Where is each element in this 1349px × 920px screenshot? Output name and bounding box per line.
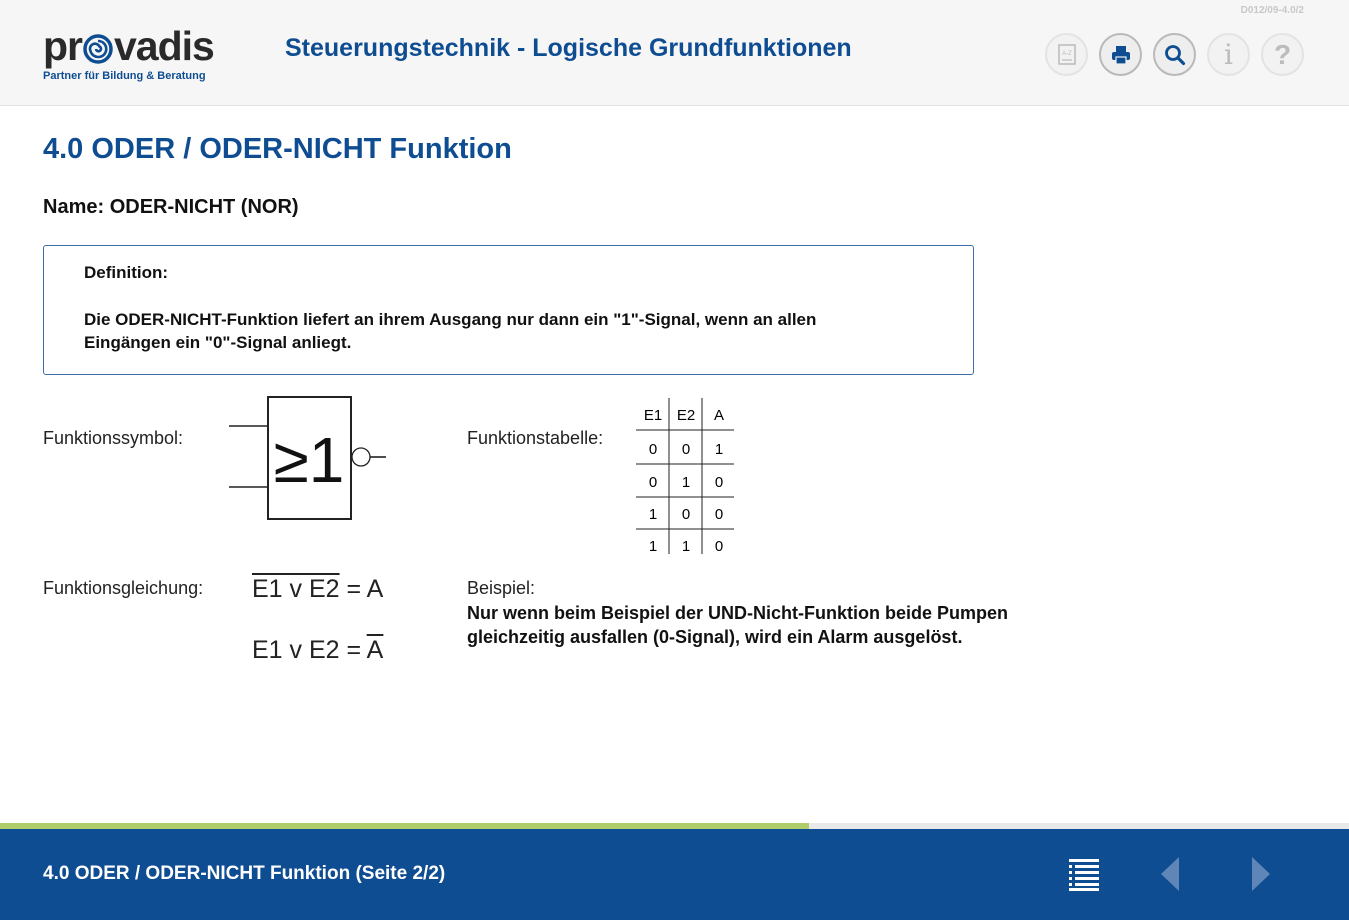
- function-name: Name: ODER-NICHT (NOR): [43, 196, 299, 218]
- truth-cell: 0: [648, 441, 658, 458]
- equation-2-negated-output: $\overline{A}$: [366, 636, 384, 664]
- document-id: D012/09-4.0/2: [1240, 5, 1304, 16]
- definition-heading: Definition:: [84, 263, 169, 282]
- help-button[interactable]: [1261, 33, 1304, 76]
- symbol-label: Funktionssymbol:: [43, 428, 184, 448]
- table-of-contents-button[interactable]: [1064, 854, 1104, 894]
- svg-text:A-Z: A-Z: [1061, 50, 1072, 57]
- equation-2-lhs: E1 v E2 =: [252, 636, 367, 664]
- az-glossary-icon: [1055, 43, 1079, 67]
- next-page-button[interactable]: [1241, 854, 1281, 894]
- print-button[interactable]: [1099, 33, 1142, 76]
- previous-page-button[interactable]: [1150, 854, 1190, 894]
- table-label: Funktionstabelle:: [467, 428, 604, 448]
- equation-1-negated-term: E1 v E2: [252, 575, 340, 603]
- logo-tagline: Partner für Bildung & Beratung: [43, 70, 206, 82]
- arrow-left-icon: [1159, 856, 1181, 892]
- truth-table: [636, 398, 736, 558]
- definition-box: [43, 245, 974, 375]
- info-button[interactable]: [1207, 33, 1250, 76]
- gate-symbol-text: ≥1: [273, 424, 345, 496]
- definition-text: Die ODER-NICHT-Funktion liefert an ihrem Ausgang nur dann ein "1"-Signal, wenn an allen Eingängen ein "0"-Signal anliegt.: [84, 310, 817, 352]
- info-icon: i: [1224, 38, 1233, 71]
- truth-cell: 1: [648, 538, 658, 555]
- truth-cell: 1: [714, 441, 724, 458]
- truth-cell: 0: [648, 474, 658, 491]
- truth-cell: 0: [681, 506, 691, 523]
- truth-header-e1: E1: [643, 407, 663, 424]
- search-icon: [1164, 44, 1186, 66]
- truth-header-a: A: [713, 407, 725, 424]
- truth-cell: 0: [714, 538, 724, 555]
- glossary-button[interactable]: [1045, 33, 1088, 76]
- provadis-logo: [43, 22, 233, 88]
- truth-cell: 1: [681, 538, 691, 555]
- app-title: Steuerungstechnik - Logische Grundfunktionen: [285, 34, 852, 62]
- page-title: 4.0 ODER / ODER-NICHT Funktion: [43, 133, 512, 165]
- list-icon: [1067, 857, 1101, 891]
- truth-header-e2: E2: [676, 407, 696, 424]
- search-button[interactable]: [1153, 33, 1196, 76]
- truth-cell: 0: [714, 474, 724, 491]
- truth-cell: 1: [681, 474, 691, 491]
- logo-wordmark: pr vadis: [43, 23, 214, 69]
- function-equation-2: [252, 636, 383, 665]
- truth-cell: 1: [648, 506, 658, 523]
- arrow-right-icon: [1250, 856, 1272, 892]
- function-equation-1: [252, 575, 383, 604]
- example-label: Beispiel:: [467, 578, 536, 598]
- footer-page-title: 4.0 ODER / ODER-NICHT Funktion (Seite 2/2): [43, 863, 446, 884]
- equation-label: Funktionsgleichung:: [43, 578, 204, 598]
- header-bar: [0, 0, 1349, 106]
- help-icon: ?: [1273, 38, 1292, 70]
- logo-swirl-icon: [83, 34, 113, 64]
- equation-1-result: = A: [339, 575, 384, 603]
- nor-gate-symbol: [229, 395, 389, 525]
- example-text: Nur wenn beim Beispiel der UND-Nicht-Funktion beide Pumpen gleichzeitig ausfallen (0-Signal), wird ein Alarm ausgelöst.: [467, 603, 1009, 647]
- truth-cell: 0: [681, 441, 691, 458]
- truth-cell: 0: [714, 506, 724, 523]
- footer-bar: [0, 829, 1349, 920]
- printer-icon: [1110, 44, 1132, 66]
